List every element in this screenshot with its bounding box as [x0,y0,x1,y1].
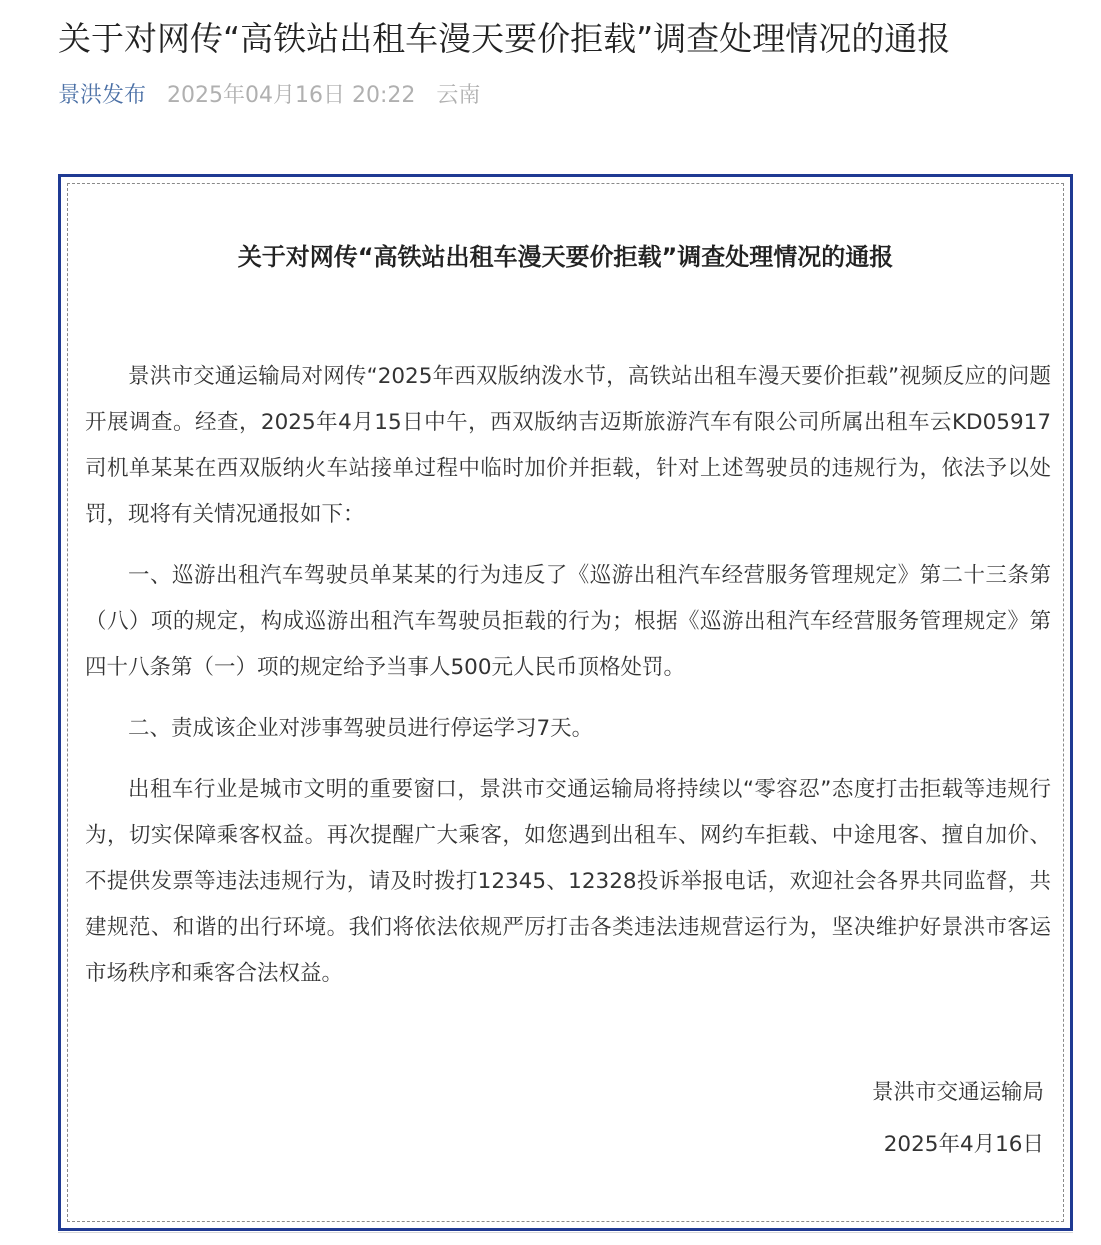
bottom-divider [58,1232,1073,1233]
article-meta [58,80,480,112]
article-title: 关于对网传“高铁站出租车漫天要价拒载”调查处理情况的通报 [58,19,951,58]
notice-paragraph: 一、巡游出租汽车驾驶员单某某的行为违反了《巡游出租汽车经营服务管理规定》第二十三条第（八）项的规定，构成巡游出租汽车驾驶员拒载的行为；根据《巡游出租汽车经营服务管理规定》第四十八条第（一）项的规定给予当事人500元人民币顶格处罚。 [85,563,1051,680]
notice-paragraph: 出租车行业是城市文明的重要窗口，景洪市交通运输局将持续以“零容忍”态度打击拒载等违规行为，切实保障乘客权益。再次提醒广大乘客，如您遇到出租车、网约车拒载、中途甩客、擅自加价、不提供发票等违法违规行为，请及时拨打12345、12328投诉举报电话，欢迎社会各界共同监督，共建规范、和谐的出行环境。我们将依法依规严厉打击各类违法违规营运行为，坚决维护好景洪市客运市场秩序和乘客合法权益。 [85,777,1051,986]
signature-date: 2025年4月16日 [883,1132,1044,1157]
notice-signature [872,1067,1044,1171]
notice-title: 关于对网传“高铁站出租车漫天要价拒载”调查处理情况的通报 [237,243,894,271]
source-account-link[interactable]: 景洪发布 [58,83,147,108]
notice-inner-border [67,183,1064,1222]
signature-organization: 景洪市交通运输局 [871,1080,1044,1105]
notice-paragraph: 二、责成该企业对涉事驾驶员进行停运学习7天。 [128,716,594,741]
notice-image-frame [58,174,1073,1231]
publish-time: 2025年04月16日 20:22 [167,83,416,108]
publish-location: 云南 [436,83,481,108]
notice-body [85,354,1051,1012]
notice-paragraph: 景洪市交通运输局对网传“2025年西双版纳泼水节，高铁站出租车漫天要价拒载”视频反应的问题开展调查。经查，2025年4月15日中午，西双版纳吉迈斯旅游汽车有限公司所属出租车云KD05917司机单某某在西双版纳火车站接单过程中临时加价并拒载，针对上述驾驶员的违规行为，依法予以处罚，现将有关情况通报如下： [85,364,1051,527]
